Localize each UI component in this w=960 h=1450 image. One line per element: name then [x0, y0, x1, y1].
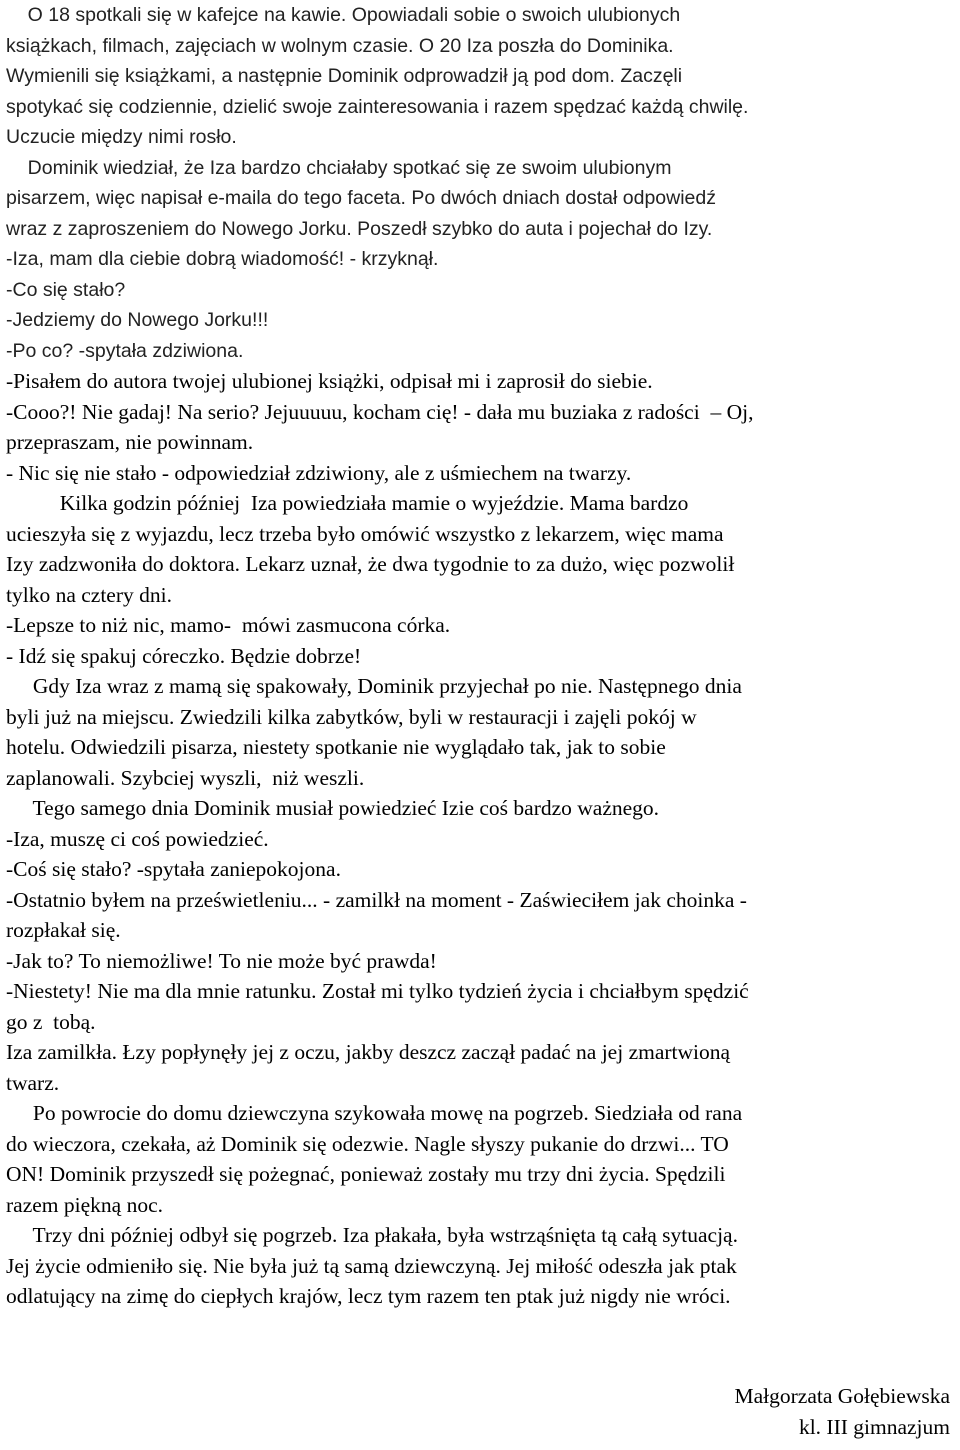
text-line: -Co się stało?: [6, 278, 126, 301]
text-line: Izy zadzwoniła do doktora. Lekarz uznał, że dwa tygodnie to za dużo, więc pozwolił: [6, 552, 735, 576]
text-line: Trzy dni później odbył się pogrzeb. Iza płakała, była wstrząśnięta tą całą sytuacją.: [6, 1223, 738, 1247]
text-line: do wieczora, czekała, aż Dominik się odezwie. Nagle słyszy pukanie do drzwi... TO: [6, 1131, 729, 1156]
text-line: -Ostatnio byłem na prześwietleniu... - zamilkł na moment - Zaświeciłem jak choinka -: [6, 887, 747, 912]
text-line: -Coś się stało? -spytała zaniepokojona.: [6, 857, 341, 881]
text-line: -Po co? -spytała zdziwiona.: [6, 339, 244, 362]
text-line: przepraszam, nie powinnam.: [6, 430, 254, 454]
text-line: Kilka godzin później Iza powiedziała mamie o wyjeździe. Mama bardzo: [6, 491, 689, 515]
text-line: pisarzem, więc napisał e-maila do tego faceta. Po dwóch dniach dostał odpowiedź: [6, 187, 716, 209]
text-line: -Cooo?! Nie gadaj! Na serio? Jejuuuuu, kocham cię! - dała mu buziaka z radości – Oj,: [6, 399, 754, 424]
text-line: -Jedziemy do Nowego Jorku!!!: [6, 309, 269, 331]
text-line: ON! Dominik przyszedł się pożegnać, ponieważ zostały mu trzy dni życia. Spędzili: [6, 1162, 726, 1186]
text-line: Dominik wiedział, że Iza bardzo chciałaby spotkać się ze swoim ulubionym: [6, 156, 672, 179]
text-line: książkach, filmach, zajęciach w wolnym czasie. O 20 Iza poszła do Dominika.: [6, 34, 674, 57]
text-line: -Iza, muszę ci coś powiedzieć.: [6, 826, 269, 851]
text-line: ucieszyła się z wyjazdu, lecz trzeba było omówić wszystko z lekarzem, więc mama: [6, 521, 724, 546]
text-line: Gdy Iza wraz z mamą się spakowały, Dominik przyjechał po nie. Następnego dnia: [6, 674, 742, 698]
text-line: - Nic się nie stało - odpowiedział zdziwiony, ale z uśmiechem na twarzy.: [6, 460, 632, 485]
text-line: O 18 spotkali się w kafejce na kawie. Opowiadali sobie o swoich ulubionych: [6, 4, 681, 26]
text-line: Jej życie odmieniło się. Nie była już tą samą dziewczyną. Jej miłość odeszła jak ptak: [6, 1253, 737, 1278]
text-line: hotelu. Odwiedzili pisarza, niestety spotkanie nie wyglądało tak, jak to sobie: [6, 735, 666, 759]
text-line: zaplanowali. Szybciej wyszli, niż weszli.: [6, 765, 365, 790]
text-line: -Iza, mam dla ciebie dobrą wiadomość! - krzyknął.: [6, 248, 439, 270]
text-line: byli już na miejscu. Zwiedzili kilka zabytków, byli w restauracji i zajęli pokój w: [6, 704, 697, 729]
text-line: rozpłakał się.: [6, 918, 121, 942]
author-class: kl. III gimnazjum: [798, 1415, 950, 1439]
text-line: Tego samego dnia Dominik musiał powiedzieć Izie coś bardzo ważnego.: [6, 796, 660, 820]
text-line: Uczucie między nimi rosło.: [6, 126, 237, 148]
text-line: -Lepsze to niż nic, mamo- mówi zasmucona córka.: [6, 613, 451, 637]
text-line: - Idź się spakuj córeczko. Będzie dobrze!: [6, 643, 362, 668]
text-line: -Jak to? To niemożliwe! To nie może być prawda!: [6, 948, 437, 973]
text-line: razem piękną noc.: [6, 1192, 163, 1217]
text-line: Wymienili się książkami, a następnie Dominik odprowadził ją pod dom. Zaczęli: [6, 65, 683, 87]
text-line: twarz.: [6, 1070, 60, 1095]
text-line: spotykać się codziennie, dzielić swoje zainteresowania i razem spędzać każdą chwilę.: [6, 95, 749, 118]
text-line: -Niestety! Nie ma dla mnie ratunku. Został mi tylko tydzień życia i chciałbym spędzić: [6, 979, 749, 1003]
text-line: -Pisałem do autora twojej ulubionej książki, odpisał mi i zaprosił do siebie.: [6, 369, 653, 393]
text-line: Po powrocie do domu dziewczyna szykowała mowę na pogrzeb. Siedziała od rana: [6, 1101, 743, 1125]
text-line: Iza zamilkła. Łzy popłynęły jej z oczu, jakby deszcz zaczął padać na jej zmartwioną: [6, 1040, 731, 1064]
text-line: odlatujący na zimę do ciepłych krajów, lecz tym razem ten ptak już nigdy nie wróci.: [6, 1284, 731, 1308]
text-line: tylko na cztery dni.: [6, 582, 172, 607]
text-line: wraz z zaproszeniem do Nowego Jorku. Poszedł szybko do auta i pojechał do Izy.: [6, 217, 713, 240]
text-line: go z tobą.: [6, 1009, 96, 1034]
author-name: Małgorzata Gołębiewska: [734, 1384, 950, 1408]
